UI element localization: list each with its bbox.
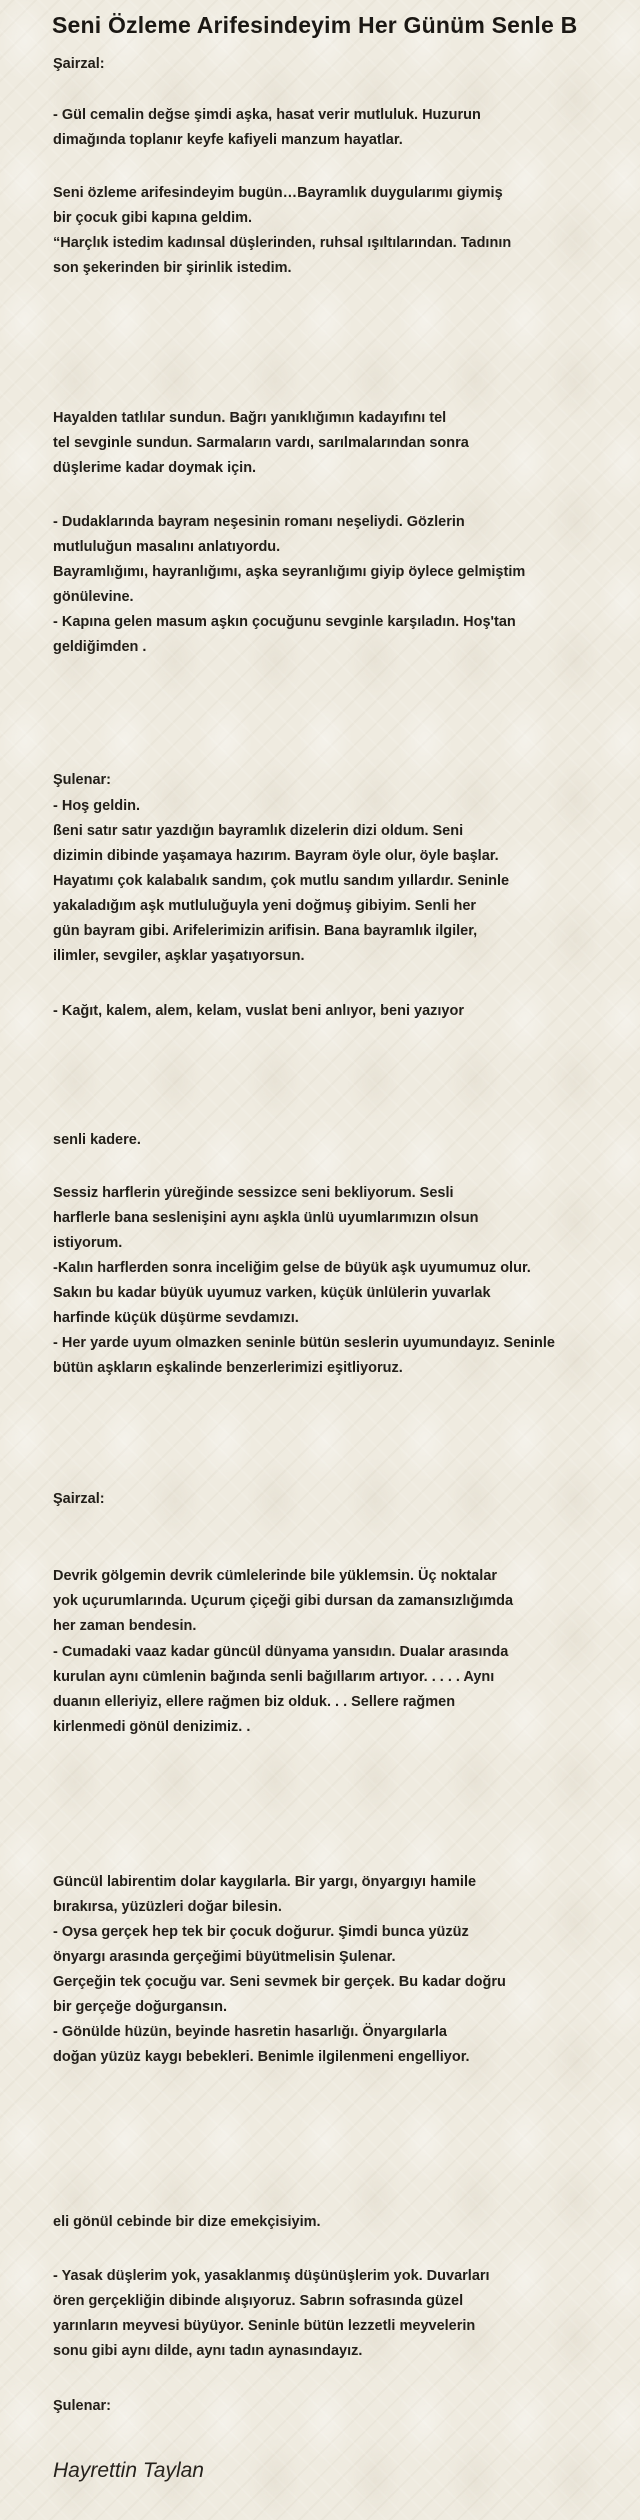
poem-line: Sessiz harflerin yüreğinde sessizce seni bekliyorum. Sesli bbox=[53, 1185, 454, 1201]
poem-line: Devrik gölgemin devrik cümlelerinde bile yüklemsin. Üç noktalar bbox=[53, 1568, 498, 1584]
poem-line: - Kapına gelen masum aşkın çocuğunu sevginle karşıladın. Hoş'tan bbox=[53, 614, 516, 630]
poem-line: Bayramlığımı, hayranlığımı, aşka seyranlığımı giyip öylece gelmiştim bbox=[53, 564, 526, 580]
poem-line: Hayatımı çok kalabalık sandım, çok mutlu sandım yıllardır. Seninle bbox=[53, 873, 510, 889]
poem-line: bütün aşkların eşkalinde benzerlerimizi eşitliyoruz. bbox=[53, 1360, 403, 1376]
author-signature: Hayrettin Taylan bbox=[53, 2459, 204, 2482]
poem-line: Şairzal: bbox=[53, 1491, 105, 1507]
poem-line: Şairzal: bbox=[53, 56, 105, 72]
poem-line: Güncül labirentim dolar kaygılarla. Bir yargı, önyargıyı hamile bbox=[53, 1874, 477, 1890]
poem-line: Şulenar: bbox=[53, 2398, 112, 2414]
poem-line: son şekerinden bir şirinlik istedim. bbox=[53, 260, 292, 276]
poem-line: - Dudaklarında bayram neşesinin romanı neşeliydi. Gözlerin bbox=[53, 514, 465, 530]
poem-line: Seni özleme arifesindeyim bugün…Bayramlık duygularımı giymiş bbox=[53, 185, 503, 201]
poem-line: doğan yüzüz kaygı bebekleri. Benimle ilgilenmeni engelliyor. bbox=[53, 2049, 470, 2065]
poem-line: bir gerçeğe doğurgansın. bbox=[53, 1999, 228, 2015]
poem-line: kirlenmedi gönül denizimiz. . bbox=[53, 1719, 251, 1735]
poem-line: - Gönülde hüzün, beyinde hasretin hasarlığı. Önyargılarla bbox=[53, 2024, 447, 2040]
poem-line: - Her yarde uyum olmazken seninle bütün seslerin uyumundayız. Seninle bbox=[53, 1335, 555, 1351]
poem-line: bir çocuk gibi kapına geldim. bbox=[53, 210, 253, 226]
poem-line: gönülevine. bbox=[53, 589, 134, 605]
poem-line: bırakırsa, yüzüzleri doğar bilesin. bbox=[53, 1899, 282, 1915]
poem-line: düşlerime kadar doymak için. bbox=[53, 460, 257, 476]
poem-line: tel sevginle sundun. Sarmaların vardı, sarılmalarından sonra bbox=[53, 435, 469, 451]
poem-line: sonu gibi aynı dilde, aynı tadın aynasındayız. bbox=[53, 2343, 363, 2359]
poem-line: yok uçurumlarında. Uçurum çiçeği gibi dursan da zamansızlığımda bbox=[53, 1593, 514, 1609]
poem-line: ilimler, sevgiler, aşklar yaşatıyorsun. bbox=[53, 948, 305, 964]
poem-line: senli kadere. bbox=[53, 1132, 141, 1148]
poem-line: - Gül cemalin değse şimdi aşka, hasat verir mutluluk. Huzurun bbox=[53, 107, 481, 123]
poem-line: duanın elleriyiz, ellere rağmen biz olduk. . . Sellere rağmen bbox=[53, 1694, 456, 1710]
poem-line: eli gönül cebinde bir dize emekçisiyim. bbox=[53, 2214, 321, 2230]
poem-line: “Harçlık istedim kadınsal düşlerinden, ruhsal ışıltılarından. Tadının bbox=[53, 235, 512, 251]
poem-line: yarınların meyvesi büyüyor. Seninle bütün lezzetli meyvelerin bbox=[53, 2318, 476, 2334]
poem-line: -Kalın harflerden sonra inceliğim gelse de büyük aşk uyumumuz olur. bbox=[53, 1260, 531, 1276]
poem-line: dimağında toplanır keyfe kafiyeli manzum hayatlar. bbox=[53, 132, 403, 148]
poem-line: mutluluğun masalını anlatıyordu. bbox=[53, 539, 281, 555]
poem-line: her zaman bendesin. bbox=[53, 1618, 197, 1634]
poem-line: Sakın bu kadar büyük uyumuz varken, küçük ünlülerin yuvarlak bbox=[53, 1285, 491, 1301]
poem-line: ßeni satır satır yazdığın bayramlık dizelerin dizi oldum. Seni bbox=[53, 823, 464, 839]
poem-line: - Oysa gerçek hep tek bir çocuk doğurur. Şimdi bunca yüzüz bbox=[53, 1924, 469, 1940]
poem-line: geldiğimden . bbox=[53, 639, 147, 655]
poem-line: dizimin dibinde yaşamaya hazırım. Bayram öyle olur, öyle başlar. bbox=[53, 848, 499, 864]
poem-line: ören gerçekliğin dibinde alışıyoruz. Sabrın sofrasında güzel bbox=[53, 2293, 464, 2309]
poem-line: yakaladığım aşk mutluluğuyla yeni doğmuş gibiyim. Senli her bbox=[53, 898, 477, 914]
poem-line: harflerle bana seslenişini aynı aşkla ünlü uyumlarımızın olsun bbox=[53, 1210, 479, 1226]
poem-title: Seni Özleme Arifesindeyim Her Günüm Senle B bbox=[52, 12, 578, 38]
poem-line: - Cumadaki vaaz kadar güncül dünyama yansıdın. Dualar arasında bbox=[53, 1644, 509, 1660]
poem-line: önyargı arasında gerçeğimi büyütmelisin Şulenar. bbox=[53, 1949, 396, 1965]
poem-line: Şulenar: bbox=[53, 772, 112, 788]
poem-line: Gerçeğin tek çocuğu var. Seni sevmek bir gerçek. Bu kadar doğru bbox=[53, 1974, 506, 1990]
poem-line: kurulan aynı cümlenin bağında senli bağıllarım artıyor. . . . . Aynı bbox=[53, 1669, 495, 1685]
poem-line: - Hoş geldin. bbox=[53, 798, 140, 814]
poem-line: harfinde küçük düşürme sevdamızı. bbox=[53, 1310, 299, 1326]
poem-line: - Yasak düşlerim yok, yasaklanmış düşünüşlerim yok. Duvarları bbox=[53, 2268, 490, 2284]
poem-line: gün bayram gibi. Arifelerimizin arifisin. Bana bayramlık ilgiler, bbox=[53, 923, 478, 939]
poem-line: Hayalden tatlılar sundun. Bağrı yanıklığımın kadayıfını tel bbox=[53, 410, 447, 426]
poem-line: istiyorum. bbox=[53, 1235, 123, 1251]
poem-line: - Kağıt, kalem, alem, kelam, vuslat beni anlıyor, beni yazıyor bbox=[53, 1003, 464, 1019]
